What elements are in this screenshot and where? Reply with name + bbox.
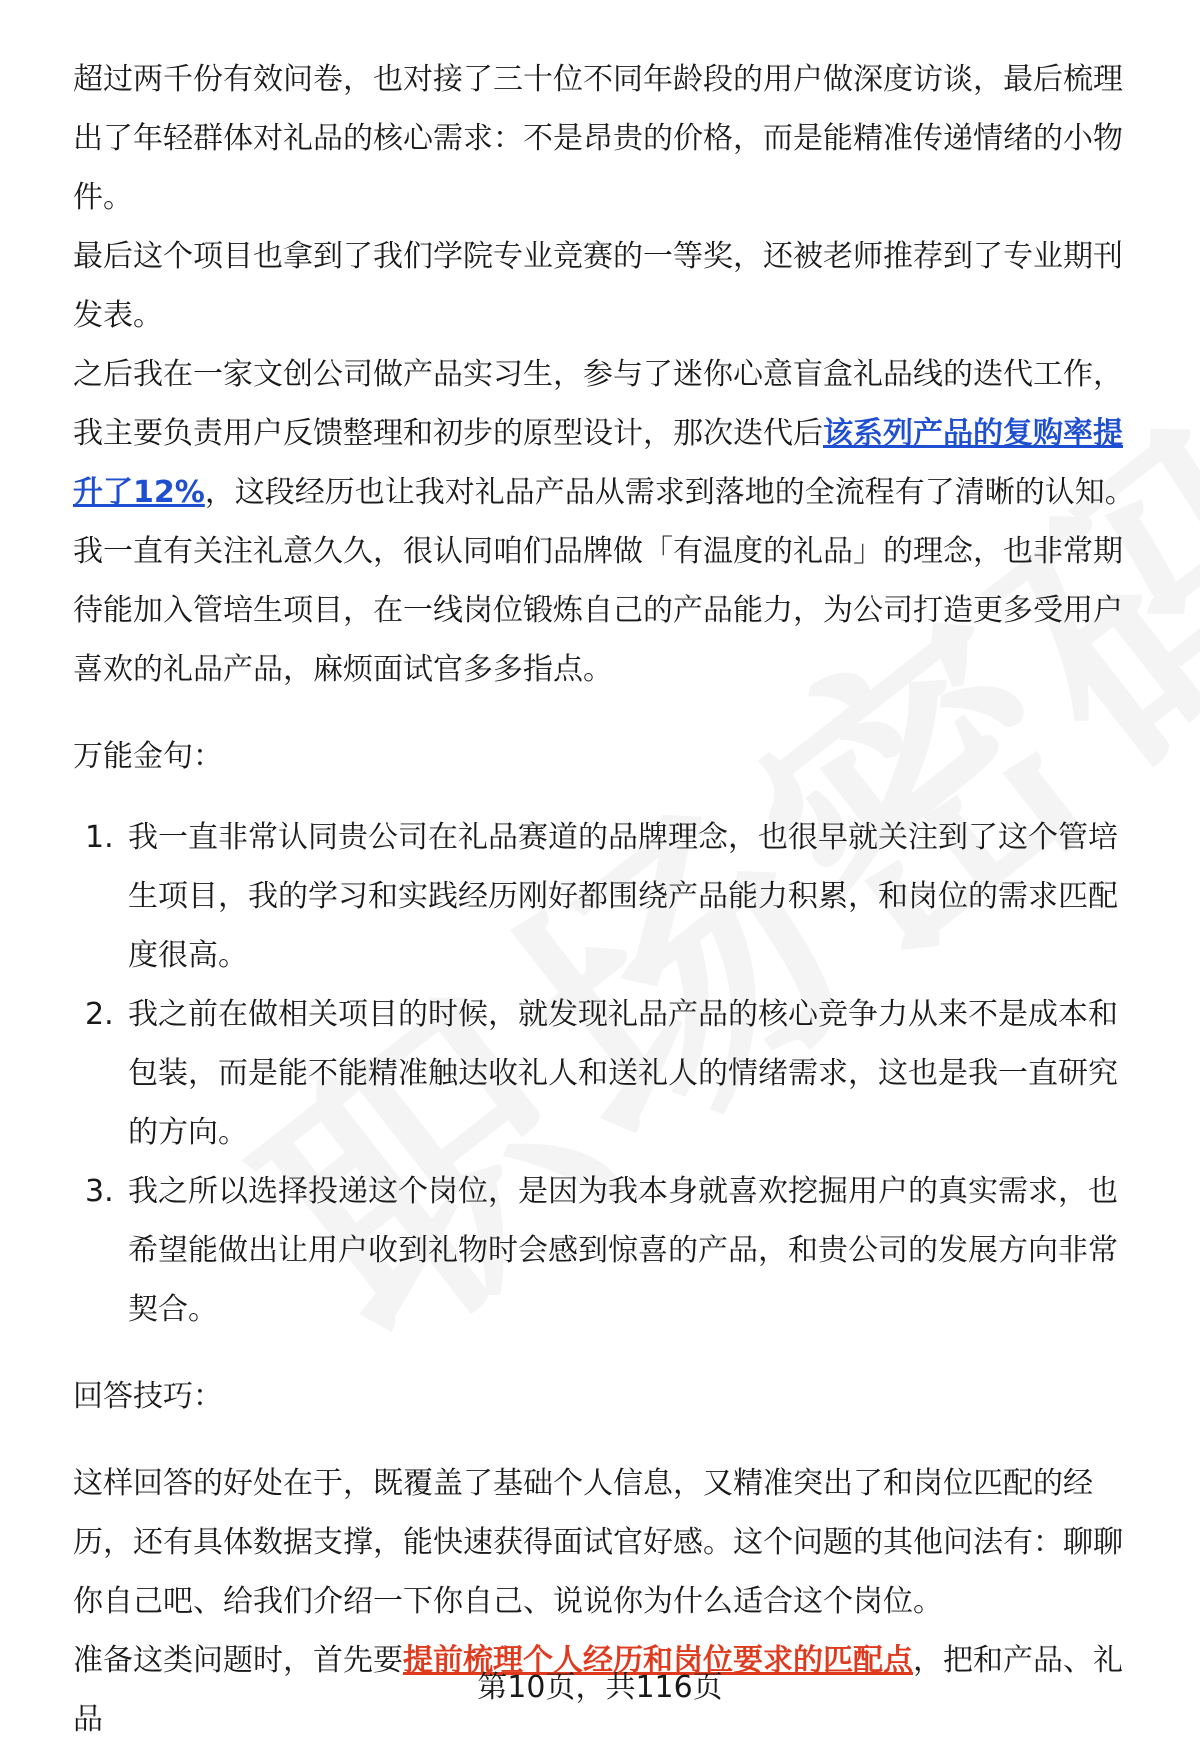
page-footer: 第10页，共116页 [477, 1670, 723, 1705]
list-item [73, 1162, 1143, 1339]
list-item-number: 2. [85, 997, 114, 1032]
list-item-text: 我之前在做相关项目的时候，就发现礼品产品的核心竞争力从来不是成本和包装，而是能不能精准触达收礼人和送礼人的情绪需求，这也是我一直研究的方向。 [128, 997, 1118, 1150]
list-item-text: 我一直非常认同贵公司在礼品赛道的品牌理念，也很早就关注到了这个管培生项目，我的学习和实践经历刚好都围绕产品能力积累，和岗位的需求匹配度很高。 [128, 820, 1118, 973]
paragraph-tips-benefit: 这样回答的好处在于，既覆盖了基础个人信息，又精准突出了和岗位匹配的经历，还有具体数据支撑，能快速获得面试官好感。这个问题的其他问法有：聊聊你自己吧、给我们介绍一下你自己、说说你为什么适合这个岗位。 [73, 1466, 1123, 1619]
internship-text-after: ，这段经历也让我对礼品产品从需求到落地的全流程有了清晰的认知。 [204, 475, 1135, 510]
prepare-text-after: ，把和产品、礼品 [73, 1643, 1123, 1737]
paragraph-survey: 超过两千份有效问卷，也对接了三十位不同年龄段的用户做深度访谈，最后梳理出了年轻群体对礼品的核心需求：不是昂贵的价格，而是能精准传递情绪的小物件。 [73, 62, 1123, 215]
paragraph-award: 最后这个项目也拿到了我们学院专业竞赛的一等奖，还被老师推荐到了专业期刊发表。 [73, 239, 1123, 333]
paragraph-internship [73, 345, 1143, 522]
heading-golden-sentences: 万能金句： [73, 739, 223, 774]
list-item-number: 1. [85, 820, 114, 855]
document-body [73, 50, 1143, 1749]
highlight-repurchase-rate: 该系列产品的复购率提升了12% [73, 416, 1123, 510]
heading-answer-tips: 回答技巧： [73, 1379, 223, 1414]
list-item [73, 808, 1143, 985]
highlight-matching-points: 提前梳理个人经历和岗位要求的匹配点 [403, 1643, 913, 1678]
list-item [73, 985, 1143, 1162]
prepare-text-before: 准备这类问题时，首先要 [73, 1643, 403, 1678]
list-item-text: 我之所以选择投递这个岗位，是因为我本身就喜欢挖掘用户的真实需求，也希望能做出让用户收到礼物时会感到惊喜的产品，和贵公司的发展方向非常契合。 [128, 1174, 1118, 1327]
internship-text-before: 之后我在一家文创公司做产品实习生，参与了迷你心意盲盒礼品线的迭代工作，我主要负责用户反馈整理和初步的原型设计，那次迭代后 [73, 357, 1123, 451]
paragraph-motivation: 我一直有关注礼意久久，很认同咱们品牌做「有温度的礼品」的理念，也非常期待能加入管培生项目，在一线岗位锻炼自己的产品能力，为公司打造更多受用户喜欢的礼品产品，麻烦面试官多多指点。 [73, 534, 1123, 687]
golden-sentences-list [73, 808, 1143, 1339]
list-item-number: 3. [85, 1174, 114, 1209]
